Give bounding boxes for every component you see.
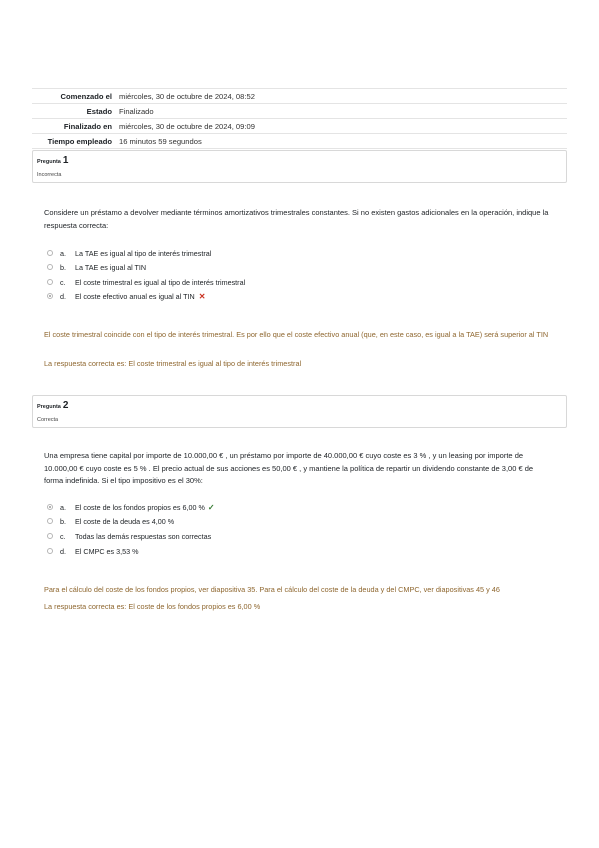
question-2-option-b[interactable] bbox=[47, 515, 174, 527]
radio-unchecked-icon[interactable] bbox=[47, 250, 53, 256]
summary-value: 16 minutos 59 segundos bbox=[119, 134, 567, 149]
option-letter: a. bbox=[60, 248, 66, 258]
option-text: El coste efectivo anual es igual al TIN bbox=[75, 291, 195, 301]
summary-value: miércoles, 30 de octubre de 2024, 08:52 bbox=[119, 89, 567, 104]
radio-unchecked-icon[interactable] bbox=[47, 533, 53, 539]
radio-unchecked-icon[interactable] bbox=[47, 264, 53, 270]
question-1-option-b[interactable] bbox=[47, 261, 146, 273]
question-2-state: Correcta bbox=[37, 417, 59, 423]
question-1-text: Considere un préstamo a devolver mediante términos amortizativos trimestrales constantes. Si no existen gastos adicionales en la operación, indique la respuesta correcta: bbox=[44, 208, 549, 230]
question-1-right-answer: La respuesta correcta es: El coste trimestral es igual al tipo de interés trimestral bbox=[44, 359, 302, 368]
summary-row bbox=[32, 119, 567, 134]
question-1-feedback: El coste trimestral coincide con el tipo de interés trimestral. Es por ello que el coste efectivo anual (que, en este caso, es igual a la TAE) será superior al TIN bbox=[44, 330, 549, 339]
question-1-title bbox=[37, 155, 68, 166]
question-number: 1 bbox=[62, 155, 69, 166]
option-letter: b. bbox=[60, 262, 66, 272]
question-2-right-answer: La respuesta correcta es: El coste de los fondos propios es 6,00 % bbox=[44, 602, 261, 611]
summary-row bbox=[32, 104, 567, 119]
option-text: El coste trimestral es igual al tipo de interés trimestral bbox=[75, 277, 246, 287]
option-letter: a. bbox=[60, 502, 66, 512]
option-text: Todas las demás respuestas son correctas bbox=[75, 531, 212, 541]
option-text: El CMPC es 3,53 % bbox=[75, 546, 139, 556]
option-letter: d. bbox=[60, 291, 66, 301]
option-letter: d. bbox=[60, 546, 66, 556]
question-1-option-a[interactable] bbox=[47, 247, 211, 259]
question-1-info-box bbox=[32, 150, 567, 183]
question-number: 2 bbox=[62, 400, 69, 411]
radio-unchecked-icon[interactable] bbox=[47, 548, 53, 554]
question-1-state: Incorrecta bbox=[37, 172, 62, 178]
summary-row bbox=[32, 134, 567, 149]
question-2-title bbox=[37, 400, 68, 411]
question-2-option-d[interactable] bbox=[47, 545, 139, 557]
question-2-option-a[interactable] bbox=[47, 501, 215, 513]
question-label: Pregunta bbox=[37, 159, 61, 165]
summary-value: Finalizado bbox=[119, 104, 567, 119]
summary-row bbox=[32, 89, 567, 104]
incorrect-x-icon: ✕ bbox=[198, 291, 206, 301]
radio-unchecked-icon[interactable] bbox=[47, 518, 53, 524]
option-text: El coste de la deuda es 4,00 % bbox=[75, 516, 175, 526]
correct-check-icon: ✓ bbox=[207, 502, 215, 512]
summary-label: Tiempo empleado bbox=[32, 134, 119, 149]
summary-label: Comenzado el bbox=[32, 89, 119, 104]
summary-label: Finalizado en bbox=[32, 119, 119, 134]
summary-value: miércoles, 30 de octubre de 2024, 09:09 bbox=[119, 119, 567, 134]
summary-label: Estado bbox=[32, 104, 119, 119]
question-1-option-d[interactable] bbox=[47, 290, 205, 302]
option-text: La TAE es igual al tipo de interés trimestral bbox=[75, 248, 212, 258]
question-label: Pregunta bbox=[37, 404, 61, 410]
option-text: La TAE es igual al TIN bbox=[75, 262, 147, 272]
question-2-text: Una empresa tiene capital por importe de 10.000,00 € , un préstamo por importe de 40.000,00 € cuyo coste es 3 % , y un leasing por importe de 10.000,00 € cuyo coste es 5 % . El precio actual de sus acciones es 50,00 € , y mantiene la política de repartir un dividendo constante de 3,00 € de forma indefinida. Si el tipo impositivo es el 30%: bbox=[44, 451, 534, 485]
question-1-option-c[interactable] bbox=[47, 276, 245, 288]
attempt-summary-table bbox=[32, 88, 567, 149]
option-text: El coste de los fondos propios es 6,00 % bbox=[75, 502, 205, 512]
radio-checked-icon[interactable] bbox=[47, 293, 53, 299]
option-letter: c. bbox=[60, 277, 66, 287]
question-2-info-box bbox=[32, 395, 567, 428]
option-letter: b. bbox=[60, 516, 66, 526]
radio-unchecked-icon[interactable] bbox=[47, 279, 53, 285]
question-2-feedback: Para el cálculo del coste de los fondos propios, ver diapositiva 35. Para el cálculo del coste de la deuda y del CMPC, ver diapositivas 45 y 46 bbox=[44, 585, 500, 594]
radio-checked-icon[interactable] bbox=[47, 504, 53, 510]
option-letter: c. bbox=[60, 531, 66, 541]
question-2-option-c[interactable] bbox=[47, 530, 211, 542]
